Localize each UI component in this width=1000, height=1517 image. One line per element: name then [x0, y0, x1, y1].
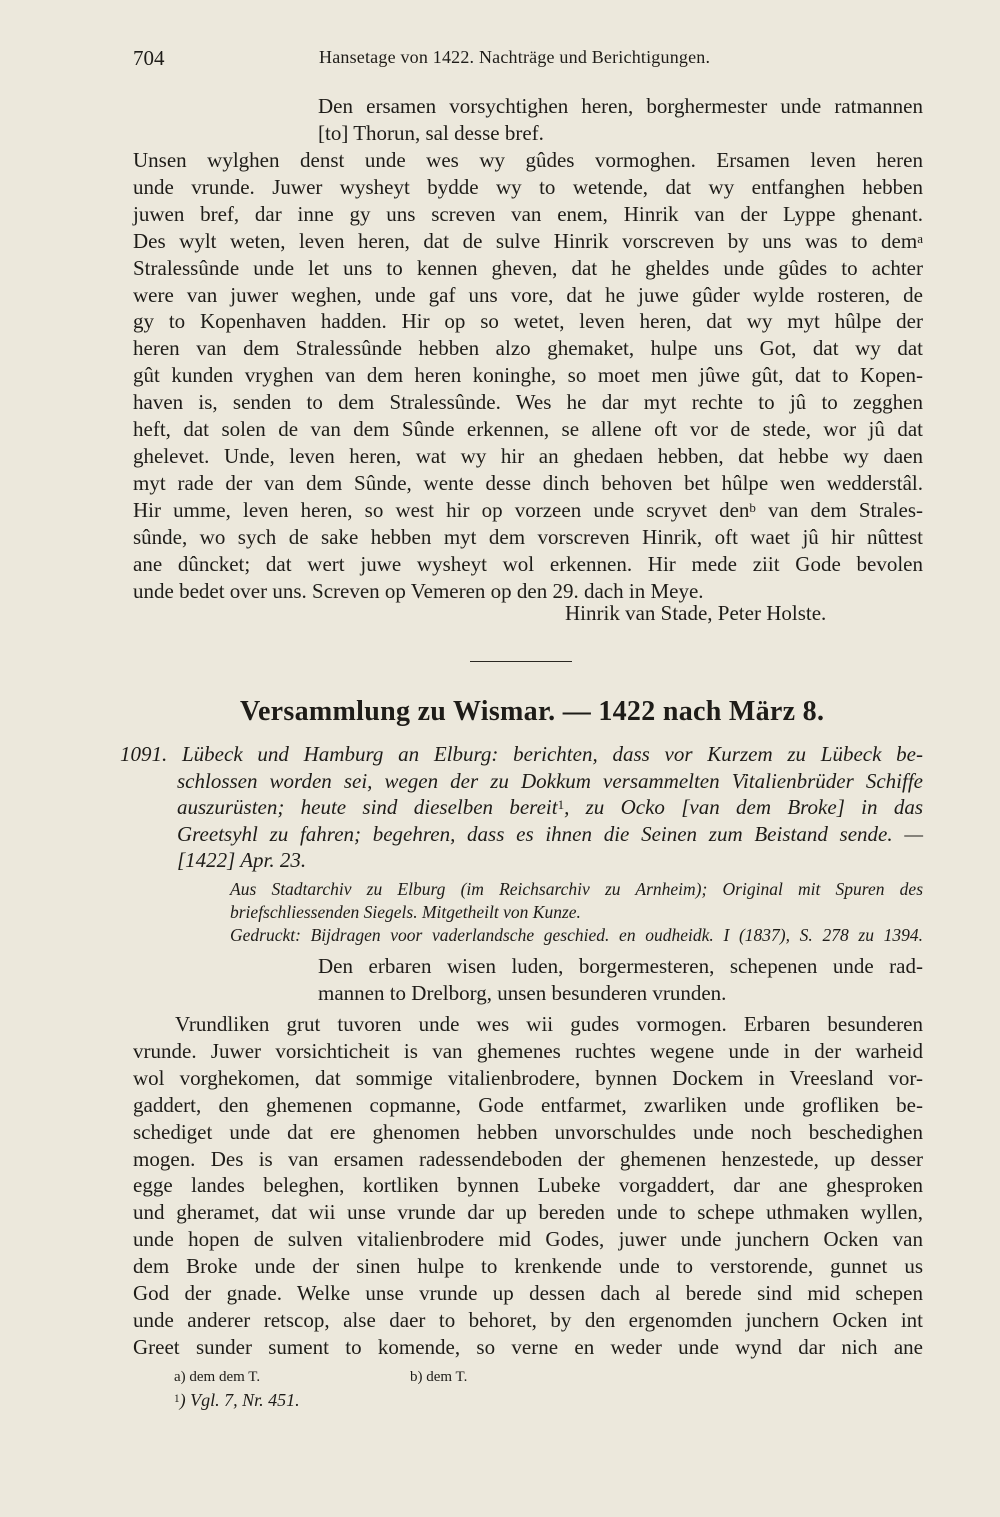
body-line: mogen. Des is van ersamen radessendeboden der ghemenen henzestede, up desser [133, 1146, 923, 1171]
letter2-address [318, 953, 923, 1007]
body-line: juwen bref, dar inne gy uns screven van enem, Hinrik van der Lyppe ghenant. [133, 201, 923, 226]
running-head [133, 46, 913, 74]
footnote-text: ) Vgl. 7, Nr. 451. [179, 1390, 300, 1410]
body-line: wol vorghekomen, dat sommige vitalienbrodere, bynnen Dockem in Vreesland vor- [133, 1065, 923, 1090]
body-line: unde vrunde. Juwer wysheyt bydde wy to wetende, dat wy entfanghen hebben [133, 174, 923, 199]
variant-mark-b: b [749, 500, 756, 516]
source-line: Gedruckt: Bijdragen voor vaderlandsche geschied. en oudheidk. I (1837), S. 278 zu 1394. [230, 925, 923, 945]
text-variants [174, 1369, 674, 1389]
page-number: 704 [133, 46, 165, 70]
source-notes [230, 878, 923, 947]
letter1-address [318, 93, 923, 147]
body-line: Des wylt weten, leven heren, dat de sulve Hinrik vorscreven by uns was to dem$^a$ [133, 228, 923, 253]
variant-note-b: b) dem T. [410, 1369, 468, 1385]
body-line: schediget unde dat ere ghenomen hebben unvorschuldes unde noch beschedighen [133, 1119, 923, 1144]
footnote [174, 1390, 300, 1411]
body-line: heren van dem Stralessûnde hebben alzo ghemaket, hulpe uns Got, dat wy dat [133, 336, 923, 361]
regest-line: [1422] Apr. 23. [177, 848, 307, 872]
body-line: haven is, senden to dem Stralessûnde. Wes he dar myt rechte to jû to zegghen [133, 390, 923, 415]
address-line: [to] Thorun, sal desse bref. [318, 120, 544, 145]
regest-line: 1091. Lübeck und Hamburg an Elburg: berichten, dass vor Kurzem zu Lübeck be- [120, 742, 923, 766]
signature: Hinrik van Stade, Peter Holste. [565, 601, 827, 625]
letter2-body [133, 1011, 923, 1361]
footnote-mark: 1 [174, 1393, 180, 1406]
address-line: mannen to Drelborg, unsen besunderen vrunden. [318, 980, 727, 1005]
regest-line: Greetsyhl zu fahren; begehren, dass es ihnen die Seinen zum Beistand sende. — [177, 821, 923, 846]
body-line: unde bedet over uns. Screven op Vemeren op den 29. dach in Meye. [133, 578, 704, 603]
body-line: were van juwer weghen, unde gaf uns vore, dat he juwe gûder wylde rosteren, de [133, 282, 923, 307]
body-line: gût kunden vryghen van dem heren koninghe, so moet men jûwe gût, dat to Kopen- [133, 363, 923, 388]
source-line: briefschliessenden Siegels. Mitgetheilt von Kunze. [230, 902, 581, 922]
section-heading: Versammlung zu Wismar. — 1422 nach März 8. [240, 696, 825, 727]
body-line: vrunde. Juwer vorsichticheit is van ghemenes ruchtes wegene unde in der warheid [133, 1038, 923, 1063]
address-line: Den erbaren wisen luden, borgermesteren, schepenen unde rad- [318, 954, 923, 978]
body-line: dem Broke unde der sinen hulpe to krenkende unde to verstorende, gunnet us [133, 1254, 923, 1279]
body-line: myt rade der van dem Sûnde, wente desse dinch behoven bet hûlpe wen wedderstâl. [133, 470, 923, 495]
body-line: ghelevet. Unde, leven heren, wat wy hir an ghedaen hebben, dat hebbe wy daen [133, 443, 923, 468]
running-title: Hansetage von 1422. Nachträge und Berichtigungen. [319, 47, 711, 67]
body-line: egge landes beleghen, kortliken bynnen Lubeke vorgaddert, dar ane ghesproken [133, 1173, 923, 1198]
body-line: Unsen wylghen denst unde wes wy gûdes vormoghen. Ersamen leven heren [133, 148, 923, 172]
footnote-ref: 1 [557, 797, 565, 813]
regest [120, 741, 923, 874]
body-line: sûnde, wo sych de sake hebben myt dem vorscreven Hinrik, oft waet jû hir nûttest [133, 524, 923, 549]
body-line: und gheramet, dat wii unse vrunde dar up bereden unde to schepe uthmaken wyllen, [133, 1200, 923, 1225]
body-line: unde anderer retscop, alse daer to behoret, by den ergenomden junchern Ocken int [133, 1307, 923, 1332]
body-line: Stralessûnde unde let uns to kennen gheven, dat he gheldes unde gûdes to achter [133, 255, 923, 280]
variant-note-a: a) dem dem T. [174, 1369, 261, 1385]
body-line: Vrundliken grut tuvoren unde wes wii gudes vormogen. Erbaren besunderen [175, 1012, 923, 1036]
body-line: Hir umme, leven heren, so west hir op vorzeen unde scryvet den$^b$ van dem Strales- [133, 497, 923, 522]
body-line: gaddert, den ghemenen copmanne, Gode entfarmet, zwarliken unde grofliken be- [133, 1092, 923, 1117]
body-line: heft, dat solen de van dem Sûnde erkennen, se allene oft vor de stede, wor jû dat [133, 417, 923, 442]
section-divider [470, 661, 572, 662]
regest-line: auszurüsten; heute sind dieselben bereit$^1$, zu Ocko [van dem Broke] in das [177, 795, 923, 819]
body-line: unde hopen de sulven vitalienbrodere mid Godes, juwer unde junchern Ocken van [133, 1227, 923, 1252]
letter1-body [133, 147, 923, 604]
body-line: ane dûncket; dat wert juwe wysheyt wol erkennen. Hir mede ziit Gode bevolen [133, 551, 923, 576]
body-line: gy to Kopenhaven hadden. Hir op so wetet, leven heren, dat wy myt hûlpe der [133, 309, 923, 334]
regest-line: schlossen worden sei, wegen der zu Dokkum versammelten Vitalienbrüder Schiffe [177, 768, 923, 793]
body-line: Greet sunder sument to komende, so verne en weder unde wynd dar nich ane [133, 1334, 923, 1359]
source-line: Aus Stadtarchiv zu Elburg (im Reichsarchiv zu Arnheim); Original mit Spuren des [230, 879, 923, 899]
address-line: Den ersamen vorsychtighen heren, borghermester unde ratmannen [318, 94, 923, 118]
variant-mark-a: a [917, 231, 923, 247]
body-line: God der gnade. Welke unse vrunde up dessen dach al berede sind mid schepen [133, 1281, 923, 1306]
document-number: 1091. [120, 742, 168, 766]
